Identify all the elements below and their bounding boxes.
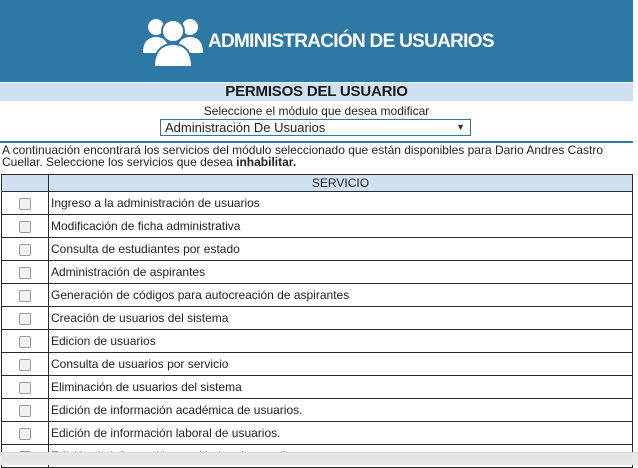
users-group-icon [141,13,205,69]
row-checkbox-cell [2,399,49,422]
row-checkbox-cell [2,261,49,284]
intro-text [2,144,627,168]
row-checkbox-cell [2,422,49,445]
row-checkbox-cell [2,215,49,238]
service-name: Edición de información laboral de usuarios. [49,422,633,445]
section-title: PERMISOS DEL USUARIO [0,83,633,101]
table-row [2,307,633,330]
service-checkbox[interactable] [19,336,31,348]
service-name: Modificación de ficha administrativa [49,215,633,238]
service-name: Eliminación de usuarios del sistema [49,376,633,399]
service-checkbox[interactable] [19,359,31,371]
service-checkbox[interactable] [19,244,31,256]
table-row [2,215,633,238]
service-name: Edición de información académica de usuarios. [49,399,633,422]
intro-body: A continuación encontrará los servicios del módulo seleccionado que están disponibles para Dario Andres Castro Cuellar. Seleccione los servicios que desea [2,143,604,169]
module-select-caption: Seleccione el módulo que desea modificar [203,104,430,118]
intro-emphasis: inhabilitar. [236,155,297,169]
service-checkbox[interactable] [19,313,31,325]
service-checkbox[interactable] [19,221,31,233]
row-checkbox-cell [2,192,49,215]
scrollbar-thumb[interactable] [2,455,632,462]
service-column-header: SERVICIO [49,175,633,192]
table-row [2,422,633,445]
service-name: Administración de aspirantes [49,261,633,284]
module-select-value: Administración De Usuarios [165,120,326,135]
service-checkbox[interactable] [19,198,31,210]
table-row [2,353,633,376]
row-checkbox-cell [2,353,49,376]
service-checkbox[interactable] [19,428,31,440]
service-name: Creación de usuarios del sistema [49,307,633,330]
service-name: Consulta de usuarios por servicio [49,353,633,376]
table-row [2,192,633,215]
table-row [2,376,633,399]
service-checkbox[interactable] [19,267,31,279]
table-row [2,238,633,261]
row-checkbox-cell [2,307,49,330]
module-select[interactable] [160,119,471,136]
row-checkbox-cell [2,284,49,307]
service-checkbox[interactable] [19,405,31,417]
services-table [1,174,633,468]
service-name: Edicion de usuarios [49,330,633,353]
row-checkbox-cell [2,376,49,399]
table-row [2,284,633,307]
page-title: ADMINISTRACIÓN DE USUARIOS [208,31,494,52]
service-checkbox[interactable] [19,382,31,394]
service-name: Generación de códigos para autocreación de aspirantes [49,284,633,307]
service-name: Consulta de estudiantes por estado [49,238,633,261]
table-row [2,399,633,422]
table-header-row [2,175,633,192]
dropdown-arrow-icon[interactable]: ▼ [456,122,465,132]
service-name: Ingreso a la administración de usuarios [49,192,633,215]
table-row [2,261,633,284]
checkbox-column-header [2,175,49,192]
table-row [2,330,633,353]
service-checkbox[interactable] [19,290,31,302]
horizontal-scrollbar[interactable] [0,452,638,465]
row-checkbox-cell [2,330,49,353]
row-checkbox-cell [2,238,49,261]
app-header [0,0,633,82]
